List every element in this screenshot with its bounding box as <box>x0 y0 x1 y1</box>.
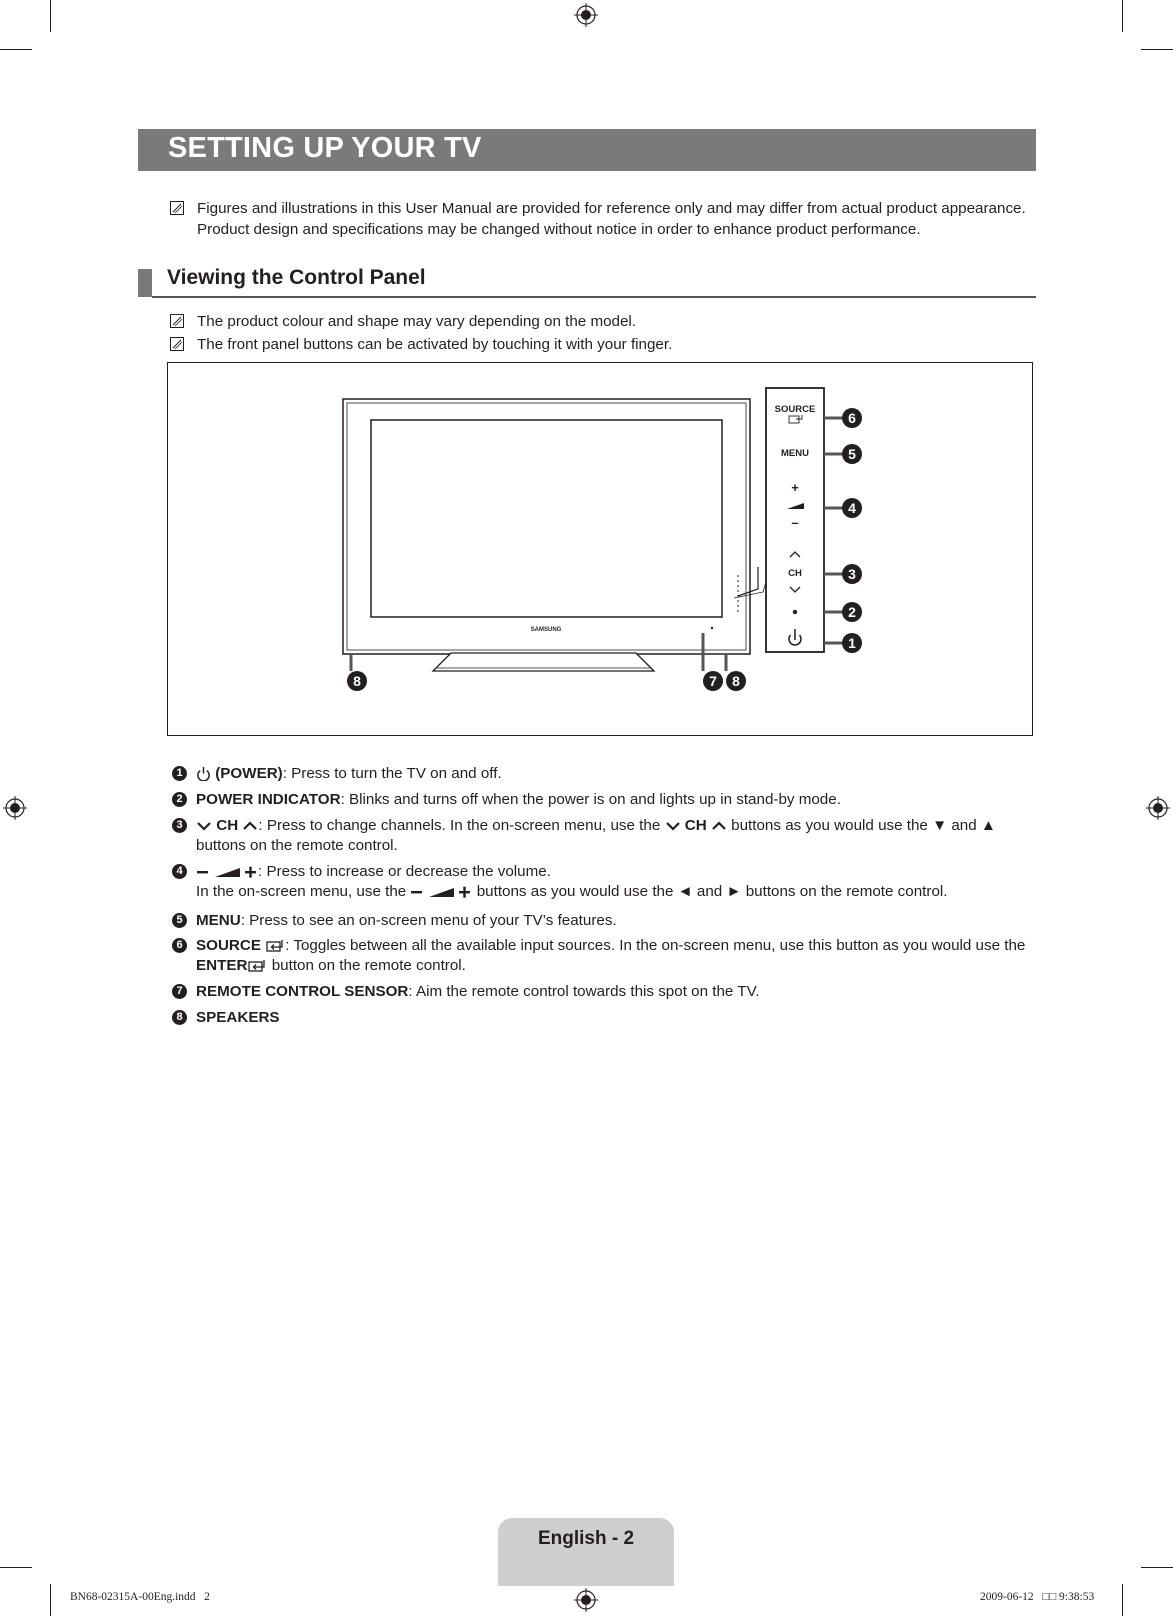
item-number: 1 <box>172 766 187 781</box>
registration-mark-icon <box>1146 796 1170 820</box>
enter-icon <box>247 959 267 973</box>
volume-plus-label: + <box>791 480 799 495</box>
item-text: : Aim the remote control towards this spot on the TV. <box>408 983 760 1000</box>
item-number: 3 <box>172 818 187 833</box>
item-label: MENU <box>196 912 241 929</box>
crop-mark <box>50 1584 51 1616</box>
item-label: POWER INDICATOR <box>196 791 341 808</box>
page-number: English - 2 <box>537 1528 635 1549</box>
source-label: SOURCE <box>774 404 816 415</box>
item-number: 7 <box>172 984 187 999</box>
callout-4 <box>842 498 862 518</box>
callout-2 <box>842 602 862 622</box>
callout-5 <box>842 444 862 464</box>
note-line: Product design and specifications may be changed without notice in order to enhance product performance. <box>197 221 921 238</box>
crop-mark <box>0 1567 32 1568</box>
item-label: REMOTE CONTROL SENSOR <box>196 983 409 1000</box>
item-text: buttons on the remote control. <box>196 837 398 854</box>
item-text: : Blinks and turns off when the power is on and lights up in stand-by mode. <box>340 791 841 808</box>
crop-mark <box>50 0 51 32</box>
ch-label: CH <box>788 568 802 579</box>
item-label: SPEAKERS <box>196 1009 280 1026</box>
tv-brand: SAMSUNG <box>530 627 562 633</box>
crop-mark <box>1122 0 1123 32</box>
control-panel-figure <box>167 362 1033 736</box>
item-text: : Press to turn the TV on and off. <box>282 765 502 782</box>
item-number: 6 <box>172 938 187 953</box>
note <box>169 311 1049 333</box>
item-text: buttons as you would use the ▼ and ▲ <box>731 817 996 834</box>
item-text: : Toggles between all the available input sources. In the on-screen menu, use this button as you would use the <box>285 937 1026 954</box>
chevron-up-icon <box>242 819 258 833</box>
section-title: Viewing the Control Panel <box>167 266 426 289</box>
item-label: (POWER) <box>215 765 283 782</box>
chevron-up-icon <box>711 819 727 833</box>
menu-label: MENU <box>781 448 809 459</box>
callout-8-right <box>726 671 746 691</box>
note-icon <box>169 336 185 352</box>
callout-3 <box>842 564 862 584</box>
page-title-band <box>138 129 1036 171</box>
slug-file-name: BN68-02315A-00Eng.indd 2 <box>70 1591 210 1603</box>
item-label: CH <box>684 817 707 834</box>
crop-mark <box>1141 1567 1173 1568</box>
svg-text:2: 2 <box>848 604 856 620</box>
note-icon <box>169 200 185 216</box>
volume-control-icon <box>196 865 258 879</box>
svg-text:1: 1 <box>848 635 856 651</box>
item-label: SOURCE <box>196 937 261 954</box>
note-text <box>197 198 1026 240</box>
callout-8-left <box>347 671 367 691</box>
svg-text:6: 6 <box>848 410 856 426</box>
svg-text:3: 3 <box>848 566 856 582</box>
svg-text:7: 7 <box>709 673 717 689</box>
item-number: 8 <box>172 1010 187 1025</box>
note-icon <box>169 313 185 329</box>
volume-control-icon <box>410 885 472 899</box>
callout-1 <box>842 633 862 653</box>
page-title: SETTING UP YOUR TV <box>168 132 482 164</box>
chevron-down-icon <box>196 819 212 833</box>
item-number: 4 <box>172 864 187 879</box>
svg-text:4: 4 <box>848 500 856 516</box>
item-text: : Press to increase or decrease the volume. <box>258 863 551 880</box>
note <box>169 334 1049 356</box>
sensor-dot <box>711 627 713 629</box>
tv-screen <box>371 420 722 617</box>
svg-text:8: 8 <box>353 673 361 689</box>
callout-6 <box>842 408 862 428</box>
item-number: 5 <box>172 913 187 928</box>
item-text: In the on-screen menu, use the <box>196 883 407 900</box>
crop-mark <box>1141 49 1173 50</box>
power-icon <box>196 766 211 781</box>
note-text: The front panel buttons can be activated by touching it with your finger. <box>197 336 673 353</box>
section-marker <box>138 269 152 297</box>
item-label: CH <box>216 817 239 834</box>
section-divider <box>152 296 1036 298</box>
crop-mark <box>1122 1584 1123 1616</box>
crop-mark <box>0 49 32 50</box>
note-line: Figures and illustrations in this User Manual are provided for reference only and may differ from actual product appearance. <box>197 200 1026 217</box>
item-text: buttons as you would use the ◄ and ► buttons on the remote control. <box>476 883 948 900</box>
page-number-tab <box>498 1518 674 1586</box>
note <box>169 198 1049 242</box>
slug-timestamp: 2009-06-12 □□ 9:38:53 <box>980 1591 1095 1603</box>
enter-icon <box>265 939 285 953</box>
registration-mark-icon <box>574 3 598 27</box>
item-text: : Press to see an on-screen menu of your TV’s features. <box>240 912 617 929</box>
callout-7 <box>703 671 723 691</box>
item-text: : Press to change channels. In the on-screen menu, use the <box>258 817 661 834</box>
note-text: The product colour and shape may vary depending on the model. <box>197 313 637 330</box>
item-number: 2 <box>172 792 187 807</box>
registration-mark-icon <box>574 1588 598 1612</box>
svg-text:5: 5 <box>848 446 856 462</box>
registration-mark-icon <box>3 796 27 820</box>
svg-text:8: 8 <box>732 673 740 689</box>
chevron-down-icon <box>665 819 681 833</box>
item-label: ENTER <box>196 957 248 974</box>
item-text: button on the remote control. <box>271 957 466 974</box>
power-indicator-dot <box>793 610 797 614</box>
tv-illustration <box>168 363 1034 737</box>
volume-minus-label: – <box>791 515 799 530</box>
